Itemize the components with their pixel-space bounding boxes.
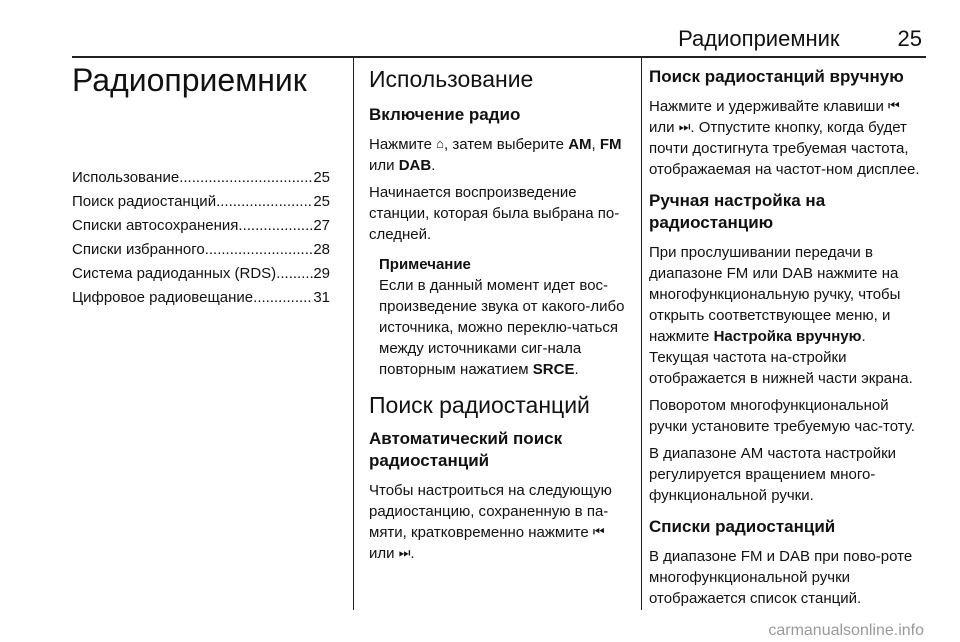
toc-entry[interactable]: Система радиоданных (RDS) ..... 29 — [72, 262, 330, 286]
next-track-icon: ⏭ — [398, 545, 411, 560]
chapter-title: Радиоприемник — [72, 62, 307, 98]
section-title: Поиск радиостанций — [369, 392, 590, 418]
note-text: Если в данный момент идет вос-произведение звука от какого-либо источника, можно переклю-чаться между источниками сиг-нала повторным нажатием SRCE. — [379, 277, 625, 378]
paragraph: В диапазоне AM частота настройки регулируется вращением много-функциональной ручки. — [649, 445, 897, 504]
paragraph: В диапазоне FM и DAB при пово-роте многофункциональной ручки отображается список станций. — [649, 548, 913, 607]
usage-column — [369, 60, 635, 564]
next-track-icon: ⏭ — [678, 119, 691, 134]
toc-column — [72, 60, 330, 310]
note-box — [379, 254, 635, 380]
subsection-title: Списки радиостанций — [649, 517, 836, 536]
toc-entry[interactable]: Списки избранного ..... 28 — [72, 238, 330, 262]
toc-entry[interactable]: Списки автосохранения ..... 27 — [72, 214, 330, 238]
paragraph: Поворотом многофункциональной ручки установите требуемую час-тоту. — [649, 397, 915, 435]
subsection-title: Поиск радиостанций вручную — [649, 67, 904, 86]
column-divider — [641, 58, 642, 610]
home-icon: ⌂ — [436, 136, 444, 151]
table-of-contents — [72, 166, 330, 310]
previous-track-icon: ⏮ — [888, 98, 900, 113]
manual-search-column — [649, 60, 927, 609]
header-title: Радиоприемник — [678, 26, 840, 51]
subsection-title: Ручная настройка на радиостанцию — [649, 191, 826, 232]
toc-entry[interactable]: Использование ..... 25 — [72, 166, 330, 190]
toc-entry[interactable]: Поиск радиостанций ..... 25 — [72, 190, 330, 214]
toc-entry[interactable]: Цифровое радиовещание ..... 31 — [72, 286, 330, 310]
section-title: Использование — [369, 66, 534, 92]
header-rule — [72, 56, 926, 58]
previous-track-icon: ⏮ — [592, 524, 605, 539]
subsection-title: Автоматический поиск радиостанций — [369, 429, 563, 470]
note-title: Примечание — [379, 256, 471, 273]
paragraph: Начинается воспроизведение станции, которая была выбрана по-следней. — [369, 184, 620, 243]
page-header — [678, 26, 922, 52]
subsection-title: Включение радио — [369, 105, 521, 124]
paragraph: Нажмите ⌂, затем выберите AM, FM или DAB. — [369, 134, 635, 176]
paragraph: При прослушивании передачи в диапазоне FM или DAB нажмите на многофункциональную ручку, чтобы открыть соответствующее меню, и нажмите Настройка вручную. Текущая частота на-стройки отображается в нижней части экрана. — [649, 244, 913, 387]
watermark: carmanualsonline.info — [768, 622, 924, 639]
page-number: 25 — [897, 26, 922, 51]
paragraph: Чтобы настроиться на следующую радиостанцию, сохраненную в па-мяти, кратковременно нажмите ⏮ или ⏭. — [369, 482, 612, 562]
paragraph: Нажмите и удерживайте клавиши ⏮ или ⏭. Отпустите кнопку, когда будет почти достигнута требуемая частота, отображаемая на частот-ном дисплее. — [649, 96, 927, 180]
column-divider — [353, 58, 354, 610]
